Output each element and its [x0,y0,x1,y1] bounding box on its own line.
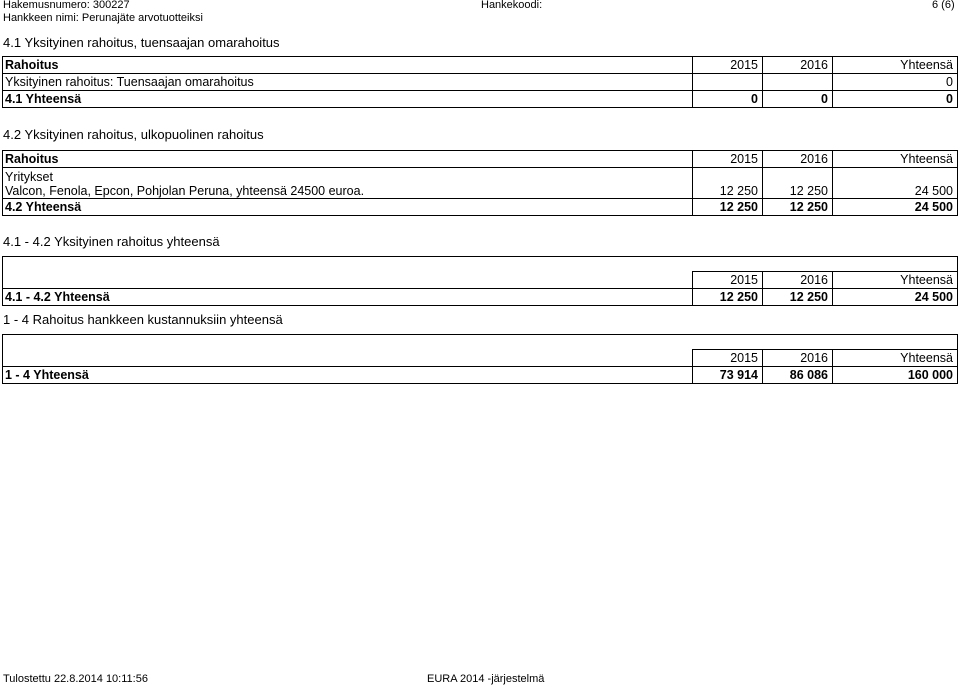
column-header: Yhteensä [833,57,958,74]
cell-2016: 12 250 [763,168,833,199]
total-2015: 73 914 [693,367,763,384]
cell-2015 [693,74,763,91]
section-title-4-1: 4.1 Yksityinen rahoitus, tuensaajan omarahoitus [3,35,280,50]
column-header: 2016 [763,57,833,74]
column-header: 2015 [693,57,763,74]
spacer-cell [693,335,763,350]
total-2015: 12 250 [693,289,763,306]
total-sum: 160 000 [833,367,958,384]
spacer-cell [693,257,763,272]
total-2016: 12 250 [763,289,833,306]
table-4-2 [2,150,958,216]
total-sum: 0 [833,91,958,108]
section-title-4-2: 4.2 Yksityinen rahoitus, ulkopuolinen rahoitus [3,127,264,142]
spacer-row [3,335,958,350]
total-2016: 0 [763,91,833,108]
project-name: Hankkeen nimi: Perunajäte arvotuotteiksi [3,12,203,24]
table-header-row [3,57,958,74]
table-1-4 [2,334,958,384]
spacer-cell [833,257,958,272]
column-header: Yhteensä [833,272,958,289]
spacer-row [3,257,958,272]
table-4-1-4-2 [2,256,958,306]
total-row [3,289,958,306]
total-label: 1 - 4 Yhteensä [3,367,693,384]
total-2016: 86 086 [763,367,833,384]
cell-total: 24 500 [833,168,958,199]
total-label: 4.2 Yhteensä [3,199,693,216]
total-sum: 24 500 [833,289,958,306]
spacer-cell [3,335,693,350]
spacer-cell [833,335,958,350]
column-header [3,272,693,289]
column-header: Yhteensä [833,350,958,367]
row-label [3,168,693,199]
table-header-row [3,272,958,289]
total-2016: 12 250 [763,199,833,216]
cell-2015: 12 250 [693,168,763,199]
print-timestamp: Tulostettu 22.8.2014 10:11:56 [3,673,148,685]
total-row [3,367,958,384]
spacer-cell [763,257,833,272]
total-sum: 24 500 [833,199,958,216]
row-label: Yksityinen rahoitus: Tuensaajan omarahoitus [3,74,693,91]
total-row [3,91,958,108]
total-2015: 12 250 [693,199,763,216]
project-code: Hankekoodi: [481,0,543,11]
column-header: 2016 [763,151,833,168]
spacer-cell [763,335,833,350]
column-header: Rahoitus [3,57,693,74]
total-row [3,199,958,216]
cell-total: 0 [833,74,958,91]
column-header [3,350,693,367]
application-number: Hakemusnumero: 300227 [3,0,130,11]
total-2015: 0 [693,91,763,108]
spacer-cell [3,257,693,272]
page-number: 6 (6) [932,0,955,11]
table-row [3,74,958,91]
section-title-4-1-4-2: 4.1 - 4.2 Yksityinen rahoitus yhteensä [3,234,220,249]
section-title-1-4: 1 - 4 Rahoitus hankkeen kustannuksiin yhteensä [3,312,283,327]
cell-2016 [763,74,833,91]
total-label: 4.1 - 4.2 Yhteensä [3,289,693,306]
total-label: 4.1 Yhteensä [3,91,693,108]
group-label: Yritykset [5,170,53,184]
table-4-1 [2,56,958,108]
column-header: Rahoitus [3,151,693,168]
table-header-row [3,151,958,168]
table-header-row [3,350,958,367]
system-name: EURA 2014 -järjestelmä [427,673,545,685]
column-header: 2015 [693,272,763,289]
column-header: Yhteensä [833,151,958,168]
row-description: Valcon, Fenola, Epcon, Pohjolan Peruna, yhteensä 24500 euroa. [5,184,365,198]
column-header: 2015 [693,350,763,367]
column-header: 2016 [763,272,833,289]
column-header: 2016 [763,350,833,367]
table-row [3,168,958,199]
column-header: 2015 [693,151,763,168]
